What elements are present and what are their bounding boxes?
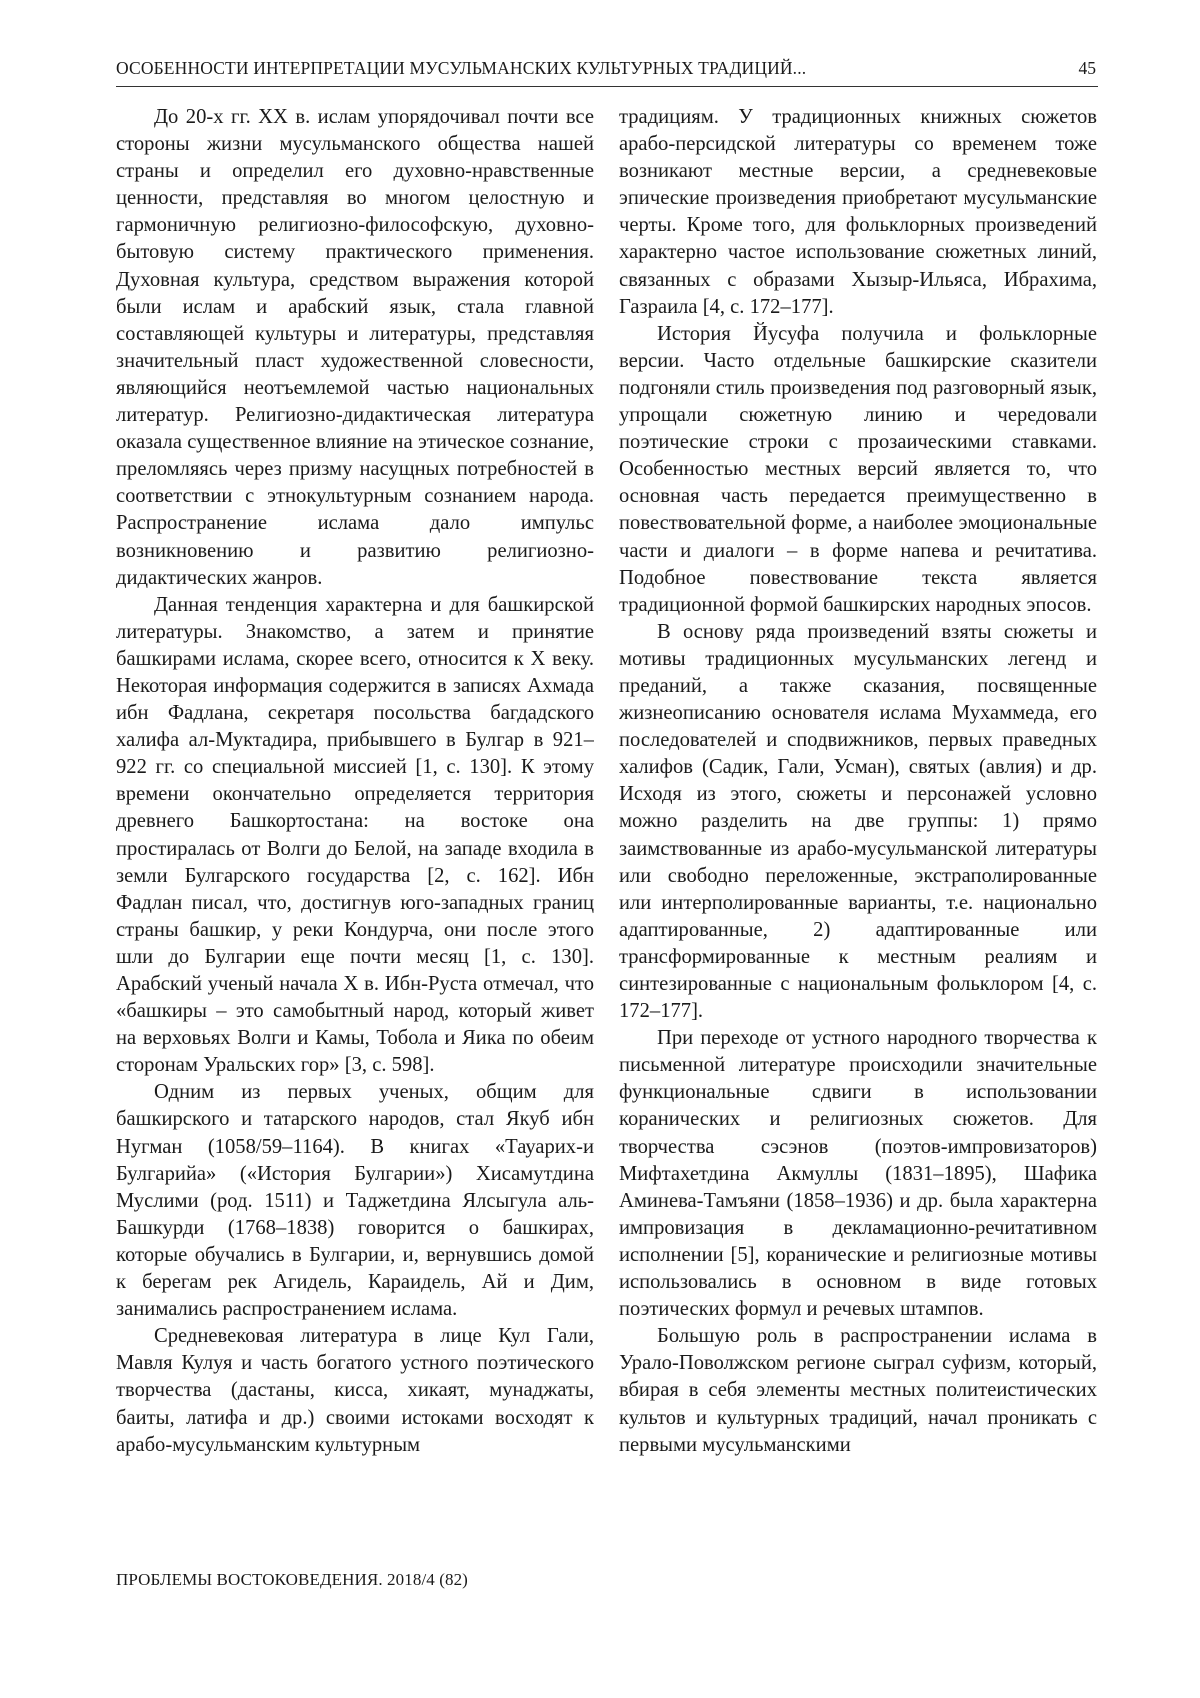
running-header (116, 58, 1098, 87)
left-column (116, 104, 594, 1534)
paragraph: Большую роль в распространении ислама в Урало-Поволжском регионе сыграл суфизм, который, вбирая в себя элементы местных политеистических культов и культурных традиций, начал проникать с первыми мусульманскими (619, 1325, 1097, 1456)
paragraph: В основу ряда произведений взяты сюжеты и мотивы традиционных мусульманских легенд и преданий, а также сказания, посвященные жизнеописанию основателя ислама Мухаммеда, его последователей и сподвижников, первых праведных халифов (Садик, Гали, Усман), святых (авлия) и др. Исходя из этого, сюжеты и персонажей условно можно разделить на две группы: 1) прямо заимствованные из арабо-мусульманской литературы или свободно переложенные, экстраполированные или интерполированные варианты, т.е. национально адаптированные, 2) адаптированные или трансформированные к местным реалиям и синтезированные с национальным фольклором [4, с. 172–177]. (619, 620, 1097, 1023)
right-column (619, 104, 1097, 1534)
paragraph: Одним из первых ученых, общим для башкирского и татарского народов, стал Якуб ибн Нугман (1058/59–1164). В книгах «Тауарих-и Булгарийа» («История Булгарии») Хисамутдина Муслими (род. 1511) и Таджетдина Ялсыгула аль-Башкурди (1768–1838) говорится о башкирах, которые обучались в Булгарии, и, вернувшись домой к берегам рек Агидель, Караидель, Ай и Дим, занимались распространением ислама. (116, 1081, 594, 1321)
paragraph: История Йусуфа получила и фольклорные версии. Часто отдельные башкирские сказители подгоняли стиль произведения под разговорный язык, упрощали сюжетную линию и чередовали поэтические строки с прозаическими ставками. Особенностью местных версий является то, что основная часть передается преимущественно в повествовательной форме, а наиболее эмоциональные части и диалоги – в форме напева и речитатива. Подобное повествование текста является традиционной формой башкирских народных эпосов. (619, 322, 1097, 616)
paragraph: Данная тенденция характерна и для башкирской литературы. Знакомство, а затем и принятие башкирами ислама, скорее всего, относится к X веку. Некоторая информация содержится в записях Ахмада ибн Фадлана, секретаря посольства багдадского халифа ал-Муктадира, прибывшего в Булгар в 921–922 гг. со специальной миссией [1, с. 130]. К этому времени окончательно определяется территория древнего Башкортостана: на востоке она простиралась от Волги до Белой, на западе входила в земли Булгарского государства [2, с. 162]. Ибн Фадлан писал, что, достигнув юго-западных границ страны башкир, у реки Кондурча, они после этого шли до Булгарии еще почти месяц [1, с. 130]. Арабский ученый начала X в. Ибн-Руста отмечал, что «башкиры – это самобытный народ, который живет на верховьях Волги и Камы, Тобола и Яика по обеим сторонам Уральских гор» [3, с. 598]. (116, 593, 594, 1077)
running-title: ОСОБЕННОСТИ ИНТЕРПРЕТАЦИИ МУСУЛЬМАНСКИХ КУЛЬТУРНЫХ ТРАДИЦИЙ... (116, 58, 807, 78)
paragraph: При переходе от устного народного творчества к письменной литературе происходили значительные функциональные сдвиги в использовании коранических и религиозных сюжетов. Для творчества сэсэнов (поэтов-импровизаторов) Мифтахетдина Акмуллы (1831–1895), Шафика Аминева-Тамъяни (1858–1936) и др. была характерна импровизация в декламационно-речитативном исполнении [5], коранические и религиозные мотивы использовались в основном в виде готовых поэтических формул и речевых штампов. (619, 1027, 1097, 1321)
paragraph: Средневековая литература в лице Кул Гали, Мавля Кулуя и часть богатого устного поэтического творчества (дастаны, кисса, хикаят, мунаджаты, баиты, латифа и др.) своими истоками восходят к арабо-мусульманским культурным (116, 1325, 594, 1456)
journal-footer: ПРОБЛЕМЫ ВОСТОКОВЕДЕНИЯ. 2018/4 (82) (116, 1570, 468, 1589)
paragraph: традициям. У традиционных книжных сюжетов арабо-персидской литературы со временем тоже возникают местные версии, а средневековые эпические произведения приобретают мусульманские черты. Кроме того, для фольклорных произведений характерно частое использование сюжетных линий, связанных с образами Хызыр-Ильяса, Ибрахима, Газраила [4, с. 172–177]. (619, 106, 1097, 318)
page-number: 45 (1078, 58, 1096, 78)
paragraph: До 20-х гг. XX в. ислам упорядочивал почти все стороны жизни мусульманского общества нашей страны и определил его духовно-нравственные ценности, представляя во многом целостную и гармоничную религиозно-философскую, духовно-бытовую систему практического применения. Духовная культура, средством выражения которой были ислам и арабский язык, стала главной составляющей культуры и литературы, представляя значительный пласт художественной словесности, являющийся неотъемлемой частью национальных литератур. Религиозно-дидактическая литература оказала существенное влияние на этическое сознание, преломляясь через призму насущных потребностей в соответствии с этнокультурным сознанием народа. Распространение ислама дало импульс возникновению и развитию религиозно-дидактических жанров. (116, 106, 594, 589)
